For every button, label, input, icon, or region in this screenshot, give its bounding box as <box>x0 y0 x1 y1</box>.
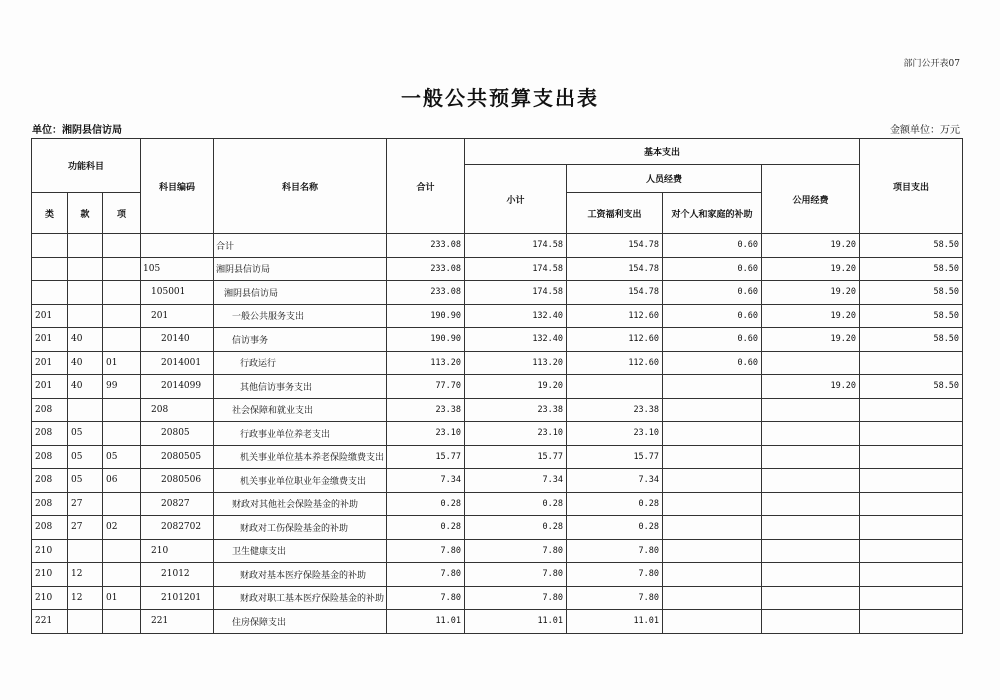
cell-lei: 210 <box>32 563 68 587</box>
table-row <box>32 304 963 328</box>
amount-unit: 金额单位：万元 <box>890 125 960 136</box>
cell-subtotal: 132.40 <box>465 304 567 328</box>
document-title: 一般公共预算支出表 <box>401 86 599 110</box>
cell-wages: 112.60 <box>567 304 663 328</box>
cell-total: 190.90 <box>387 328 465 352</box>
cell-subject-code: 221 <box>141 610 214 634</box>
cell-subject-code: 201 <box>141 304 214 328</box>
cell-wages: 154.78 <box>567 281 663 305</box>
cell-wages: 7.80 <box>567 539 663 563</box>
cell-subtotal: 7.80 <box>465 539 567 563</box>
cell-subtotal: 15.77 <box>465 445 567 469</box>
cell-lei <box>32 234 68 258</box>
cell-subtotal: 11.01 <box>465 610 567 634</box>
header-lei: 类 <box>32 193 68 234</box>
table-row <box>32 610 963 634</box>
cell-subsidy <box>663 375 762 399</box>
cell-kuan: 27 <box>68 492 103 516</box>
header-kuan: 款 <box>68 193 103 234</box>
cell-total: 7.34 <box>387 469 465 493</box>
cell-total: 11.01 <box>387 610 465 634</box>
cell-subsidy <box>663 422 762 446</box>
cell-subtotal: 23.10 <box>465 422 567 446</box>
cell-public <box>762 539 860 563</box>
cell-public <box>762 469 860 493</box>
cell-kuan <box>68 257 103 281</box>
cell-wages: 7.34 <box>567 469 663 493</box>
cell-subsidy: 0.60 <box>663 351 762 375</box>
cell-lei <box>32 281 68 305</box>
cell-total: 233.08 <box>387 257 465 281</box>
cell-public <box>762 586 860 610</box>
cell-public <box>762 610 860 634</box>
cell-kuan: 05 <box>68 469 103 493</box>
table-row <box>32 539 963 563</box>
cell-subtotal: 19.20 <box>465 375 567 399</box>
cell-wages: 154.78 <box>567 234 663 258</box>
table-row <box>32 469 963 493</box>
cell-xiang <box>103 492 141 516</box>
cell-subtotal: 113.20 <box>465 351 567 375</box>
cell-wages: 0.28 <box>567 492 663 516</box>
cell-public <box>762 445 860 469</box>
cell-wages: 23.38 <box>567 398 663 422</box>
cell-subject-code: 20827 <box>141 492 214 516</box>
cell-kuan <box>68 539 103 563</box>
cell-public <box>762 422 860 446</box>
cell-subsidy <box>663 516 762 540</box>
cell-subject-name: 财政对其他社会保险基金的补助 <box>214 492 387 516</box>
cell-total: 15.77 <box>387 445 465 469</box>
cell-kuan: 05 <box>68 422 103 446</box>
cell-subsidy <box>663 398 762 422</box>
cell-xiang: 02 <box>103 516 141 540</box>
cell-project <box>860 610 963 634</box>
header-project: 项目支出 <box>860 139 963 234</box>
cell-lei: 208 <box>32 492 68 516</box>
cell-subtotal: 0.28 <box>465 516 567 540</box>
cell-project: 58.50 <box>860 375 963 399</box>
cell-xiang: 01 <box>103 351 141 375</box>
table-row <box>32 516 963 540</box>
cell-subject-code: 105 <box>141 257 214 281</box>
cell-subtotal: 174.58 <box>465 257 567 281</box>
cell-subtotal: 7.80 <box>465 586 567 610</box>
cell-subject-name: 行政事业单位养老支出 <box>214 422 387 446</box>
cell-project: 58.50 <box>860 328 963 352</box>
cell-public: 19.20 <box>762 328 860 352</box>
cell-subject-name: 财政对基本医疗保险基金的补助 <box>214 563 387 587</box>
cell-xiang: 05 <box>103 445 141 469</box>
cell-xiang <box>103 328 141 352</box>
cell-subject-code <box>141 234 214 258</box>
header-xiang: 项 <box>103 193 141 234</box>
cell-wages: 7.80 <box>567 563 663 587</box>
cell-subject-name: 机关事业单位职业年金缴费支出 <box>214 469 387 493</box>
cell-lei: 208 <box>32 422 68 446</box>
cell-total: 0.28 <box>387 492 465 516</box>
cell-wages: 23.10 <box>567 422 663 446</box>
cell-public: 19.20 <box>762 304 860 328</box>
cell-subsidy <box>663 445 762 469</box>
cell-wages: 15.77 <box>567 445 663 469</box>
cell-public: 19.20 <box>762 375 860 399</box>
table-body <box>32 234 963 634</box>
table-row <box>32 586 963 610</box>
cell-subtotal: 23.38 <box>465 398 567 422</box>
cell-project <box>860 516 963 540</box>
cell-subsidy <box>663 610 762 634</box>
cell-subject-name: 财政对职工基本医疗保险基金的补助 <box>214 586 387 610</box>
cell-subject-name: 一般公共服务支出 <box>214 304 387 328</box>
cell-lei: 208 <box>32 516 68 540</box>
cell-total: 7.80 <box>387 539 465 563</box>
cell-subsidy: 0.60 <box>663 304 762 328</box>
table-row <box>32 234 963 258</box>
cell-lei <box>32 257 68 281</box>
cell-total: 7.80 <box>387 586 465 610</box>
cell-public <box>762 516 860 540</box>
cell-total: 23.38 <box>387 398 465 422</box>
cell-subsidy <box>663 469 762 493</box>
table-row <box>32 351 963 375</box>
cell-lei: 201 <box>32 328 68 352</box>
cell-kuan <box>68 304 103 328</box>
cell-total: 23.10 <box>387 422 465 446</box>
cell-wages: 112.60 <box>567 351 663 375</box>
cell-kuan: 27 <box>68 516 103 540</box>
cell-subsidy: 0.60 <box>663 281 762 305</box>
cell-public: 19.20 <box>762 234 860 258</box>
cell-subsidy <box>663 586 762 610</box>
cell-kuan: 40 <box>68 375 103 399</box>
cell-subtotal: 0.28 <box>465 492 567 516</box>
cell-wages: 11.01 <box>567 610 663 634</box>
cell-subject-code: 21012 <box>141 563 214 587</box>
cell-subtotal: 7.34 <box>465 469 567 493</box>
cell-subject-name: 信访事务 <box>214 328 387 352</box>
cell-public <box>762 351 860 375</box>
cell-project <box>860 492 963 516</box>
header-subject-code: 科目编码 <box>141 139 214 234</box>
cell-lei: 208 <box>32 398 68 422</box>
header-basic: 基本支出 <box>465 139 860 165</box>
cell-project <box>860 445 963 469</box>
cell-subject-code: 2014001 <box>141 351 214 375</box>
cell-project: 58.50 <box>860 234 963 258</box>
cell-kuan <box>68 281 103 305</box>
cell-subject-code: 105001 <box>141 281 214 305</box>
document-code: 部门公开表07 <box>903 59 960 69</box>
cell-subsidy <box>663 563 762 587</box>
cell-xiang <box>103 234 141 258</box>
header-func-subject: 功能科目 <box>32 139 141 193</box>
cell-total: 113.20 <box>387 351 465 375</box>
cell-project <box>860 422 963 446</box>
cell-subject-code: 2101201 <box>141 586 214 610</box>
cell-public <box>762 563 860 587</box>
cell-lei: 221 <box>32 610 68 634</box>
cell-subject-name: 社会保障和就业支出 <box>214 398 387 422</box>
cell-subject-code: 20140 <box>141 328 214 352</box>
cell-xiang <box>103 257 141 281</box>
cell-xiang: 99 <box>103 375 141 399</box>
cell-wages: 0.28 <box>567 516 663 540</box>
header-public: 公用经费 <box>762 165 860 234</box>
cell-subject-code: 2080505 <box>141 445 214 469</box>
cell-lei: 208 <box>32 445 68 469</box>
cell-public <box>762 492 860 516</box>
cell-xiang <box>103 281 141 305</box>
cell-total: 233.08 <box>387 281 465 305</box>
header-subtotal: 小计 <box>465 165 567 234</box>
header-wages: 工资福利支出 <box>567 193 663 234</box>
cell-subject-name: 其他信访事务支出 <box>214 375 387 399</box>
cell-project: 58.50 <box>860 257 963 281</box>
table-header <box>32 139 963 234</box>
cell-public: 19.20 <box>762 281 860 305</box>
table-row <box>32 328 963 352</box>
header-personnel: 人员经费 <box>567 165 762 193</box>
cell-lei: 201 <box>32 351 68 375</box>
cell-subject-name: 财政对工伤保险基金的补助 <box>214 516 387 540</box>
cell-subsidy: 0.60 <box>663 234 762 258</box>
cell-subtotal: 174.58 <box>465 234 567 258</box>
cell-subject-code: 2014099 <box>141 375 214 399</box>
cell-kuan: 05 <box>68 445 103 469</box>
cell-xiang <box>103 563 141 587</box>
cell-subject-name: 住房保障支出 <box>214 610 387 634</box>
cell-total: 190.90 <box>387 304 465 328</box>
table-row <box>32 563 963 587</box>
cell-project <box>860 563 963 587</box>
header-subject-name: 科目名称 <box>214 139 387 234</box>
cell-kuan: 40 <box>68 351 103 375</box>
cell-lei: 201 <box>32 375 68 399</box>
table-row <box>32 281 963 305</box>
unit-label: 单位：湘阴县信访局 <box>32 125 122 136</box>
cell-kuan <box>68 234 103 258</box>
cell-total: 0.28 <box>387 516 465 540</box>
table-row <box>32 398 963 422</box>
cell-wages: 7.80 <box>567 586 663 610</box>
cell-subject-code: 2082702 <box>141 516 214 540</box>
cell-subtotal: 174.58 <box>465 281 567 305</box>
cell-public <box>762 398 860 422</box>
cell-xiang <box>103 539 141 563</box>
cell-subject-name: 机关事业单位基本养老保险缴费支出 <box>214 445 387 469</box>
cell-project <box>860 586 963 610</box>
cell-subtotal: 7.80 <box>465 563 567 587</box>
cell-xiang <box>103 304 141 328</box>
cell-wages <box>567 375 663 399</box>
cell-kuan: 40 <box>68 328 103 352</box>
cell-subject-name: 行政运行 <box>214 351 387 375</box>
cell-lei: 208 <box>32 469 68 493</box>
cell-wages: 112.60 <box>567 328 663 352</box>
cell-total: 77.70 <box>387 375 465 399</box>
cell-subject-name: 卫生健康支出 <box>214 539 387 563</box>
cell-subject-name: 合计 <box>214 234 387 258</box>
cell-kuan: 12 <box>68 563 103 587</box>
cell-xiang <box>103 422 141 446</box>
cell-project <box>860 469 963 493</box>
cell-project: 58.50 <box>860 281 963 305</box>
cell-subject-code: 2080506 <box>141 469 214 493</box>
cell-xiang <box>103 398 141 422</box>
cell-subject-name: 湘阴县信访局 <box>214 281 387 305</box>
cell-project <box>860 351 963 375</box>
table-row <box>32 445 963 469</box>
cell-subject-code: 210 <box>141 539 214 563</box>
cell-subject-code: 208 <box>141 398 214 422</box>
table-row <box>32 375 963 399</box>
table-row <box>32 257 963 281</box>
cell-project <box>860 539 963 563</box>
table-row <box>32 492 963 516</box>
budget-table <box>31 138 963 634</box>
cell-kuan <box>68 398 103 422</box>
header-total: 合计 <box>387 139 465 234</box>
cell-subtotal: 132.40 <box>465 328 567 352</box>
cell-kuan <box>68 610 103 634</box>
cell-subject-name: 湘阴县信访局 <box>214 257 387 281</box>
cell-project <box>860 398 963 422</box>
cell-total: 233.08 <box>387 234 465 258</box>
cell-subsidy <box>663 492 762 516</box>
cell-lei: 210 <box>32 539 68 563</box>
table-row <box>32 422 963 446</box>
cell-lei: 201 <box>32 304 68 328</box>
cell-xiang <box>103 610 141 634</box>
cell-subject-code: 20805 <box>141 422 214 446</box>
cell-subsidy: 0.60 <box>663 328 762 352</box>
cell-public: 19.20 <box>762 257 860 281</box>
cell-total: 7.80 <box>387 563 465 587</box>
cell-project: 58.50 <box>860 304 963 328</box>
cell-lei: 210 <box>32 586 68 610</box>
cell-kuan: 12 <box>68 586 103 610</box>
cell-wages: 154.78 <box>567 257 663 281</box>
cell-xiang: 06 <box>103 469 141 493</box>
cell-xiang: 01 <box>103 586 141 610</box>
cell-subsidy: 0.60 <box>663 257 762 281</box>
cell-subsidy <box>663 539 762 563</box>
header-subsidy: 对个人和家庭的补助 <box>663 193 762 234</box>
